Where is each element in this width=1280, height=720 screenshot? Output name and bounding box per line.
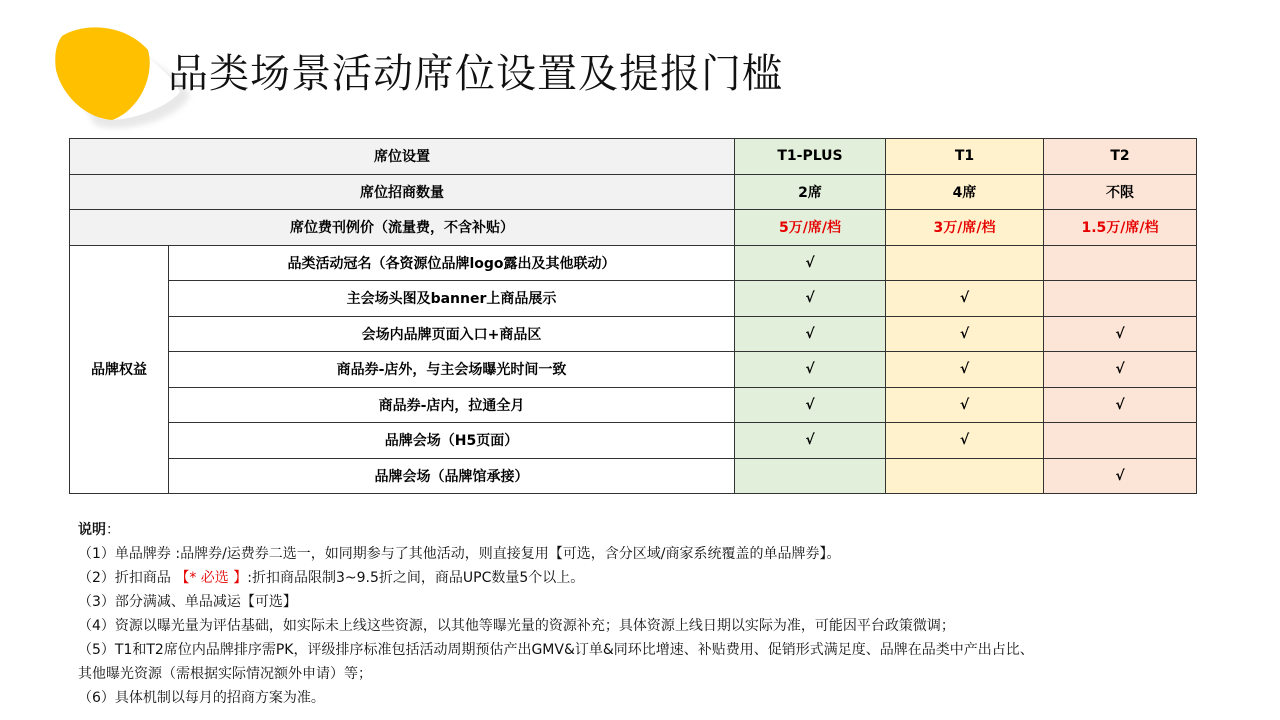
check-t1-plus: √ — [735, 423, 886, 459]
row-label: 席位招商数量 — [70, 174, 735, 210]
benefit-label: 商品券-店内，拉通全月 — [169, 387, 735, 423]
seat-settings-table — [69, 138, 1197, 494]
check-t2: √ — [1044, 316, 1197, 352]
note-line-2 — [78, 566, 1208, 590]
check-t2: √ — [1044, 387, 1197, 423]
cell-t1-plus: 2席 — [735, 174, 886, 210]
check-t1 — [886, 458, 1044, 494]
check-t1 — [886, 245, 1044, 281]
table-row-benefit — [70, 423, 1197, 459]
benefit-label: 商品券-店外，与主会场曝光时间一致 — [169, 352, 735, 388]
check-t1-plus: √ — [735, 316, 886, 352]
required-tag: 【* 必选 】 — [175, 570, 248, 586]
benefit-label: 主会场头图及banner上商品展示 — [169, 281, 735, 317]
notes-section — [78, 518, 1208, 710]
check-t2 — [1044, 281, 1197, 317]
note-line-1: （1）单品牌券 :品牌券/运费券二选一，如同期参与了其他活动，则直接复用【可选，含分区域/商家系统覆盖的单品牌券】。 — [78, 546, 841, 562]
check-t1-plus: √ — [735, 281, 886, 317]
page-title: 品类场景活动席位设置及提报门槛 — [168, 51, 783, 97]
benefit-label: 会场内品牌页面入口+商品区 — [169, 316, 735, 352]
cell-t2: 不限 — [1044, 174, 1197, 210]
note-line-5b: 其他曝光资源（需根据实际情况额外申请）等； — [78, 666, 372, 682]
benefit-label: 品类活动冠名（各资源位品牌logo露出及其他联动） — [169, 245, 735, 281]
notes-heading: 说明 — [78, 522, 106, 538]
col-header-t1: T1 — [886, 139, 1044, 175]
check-t1-plus — [735, 458, 886, 494]
check-t1: √ — [886, 352, 1044, 388]
note-line-5a: （5）T1和T2席位内品牌排序需PK，评级排序标准包括活动周期预估产出GMV&订单&同环比增速、补贴费用、促销形式满足度、品牌在品类中产出占比、 — [78, 642, 1034, 658]
table-row-benefit — [70, 387, 1197, 423]
notes-heading-line — [78, 518, 1208, 542]
check-t1-plus: √ — [735, 387, 886, 423]
note-line-2-pre: （2）折扣商品 — [78, 570, 176, 586]
note-line-4: （4）资源以曝光量为评估基础，如实际未上线这些资源，以其他等曝光量的资源补充；具体资源上线日期以实际为准，可能因平台政策微调； — [78, 618, 955, 634]
group-label-brand-benefits: 品牌权益 — [70, 245, 169, 494]
price-t2: 1.5万/席/档 — [1044, 210, 1197, 246]
check-t2: √ — [1044, 352, 1197, 388]
row-label: 席位设置 — [70, 139, 735, 175]
notes-colon: ： — [106, 522, 120, 538]
col-header-t2: T2 — [1044, 139, 1197, 175]
note-line-6: （6）具体机制以每月的招商方案为准。 — [78, 690, 325, 706]
note-line-2-post: :折扣商品限制3~9.5折之间，商品UPC数量5个以上。 — [247, 570, 585, 586]
benefit-label: 品牌会场（H5页面） — [169, 423, 735, 459]
table-row-benefit — [70, 458, 1197, 494]
check-t2: √ — [1044, 458, 1197, 494]
check-t1-plus: √ — [735, 245, 886, 281]
table-row-benefit — [70, 245, 1197, 281]
check-t1: √ — [886, 281, 1044, 317]
col-header-t1-plus: T1-PLUS — [735, 139, 886, 175]
price-t1: 3万/席/档 — [886, 210, 1044, 246]
check-t1: √ — [886, 316, 1044, 352]
check-t1-plus: √ — [735, 352, 886, 388]
check-t1: √ — [886, 423, 1044, 459]
table-row-price — [70, 210, 1197, 246]
price-t1-plus: 5万/席/档 — [735, 210, 886, 246]
note-line-3: （3）部分满减、单品减运【可选】 — [78, 594, 297, 610]
check-t2 — [1044, 245, 1197, 281]
benefit-label: 品牌会场（品牌馆承接） — [169, 458, 735, 494]
row-label: 席位费刊例价（流量费，不含补贴） — [70, 210, 735, 246]
check-t1: √ — [886, 387, 1044, 423]
table-row-benefit — [70, 352, 1197, 388]
table-row-benefit — [70, 316, 1197, 352]
table-row-header — [70, 139, 1197, 175]
check-t2 — [1044, 423, 1197, 459]
cell-t1: 4席 — [886, 174, 1044, 210]
table-row-benefit — [70, 281, 1197, 317]
table-row-quota — [70, 174, 1197, 210]
